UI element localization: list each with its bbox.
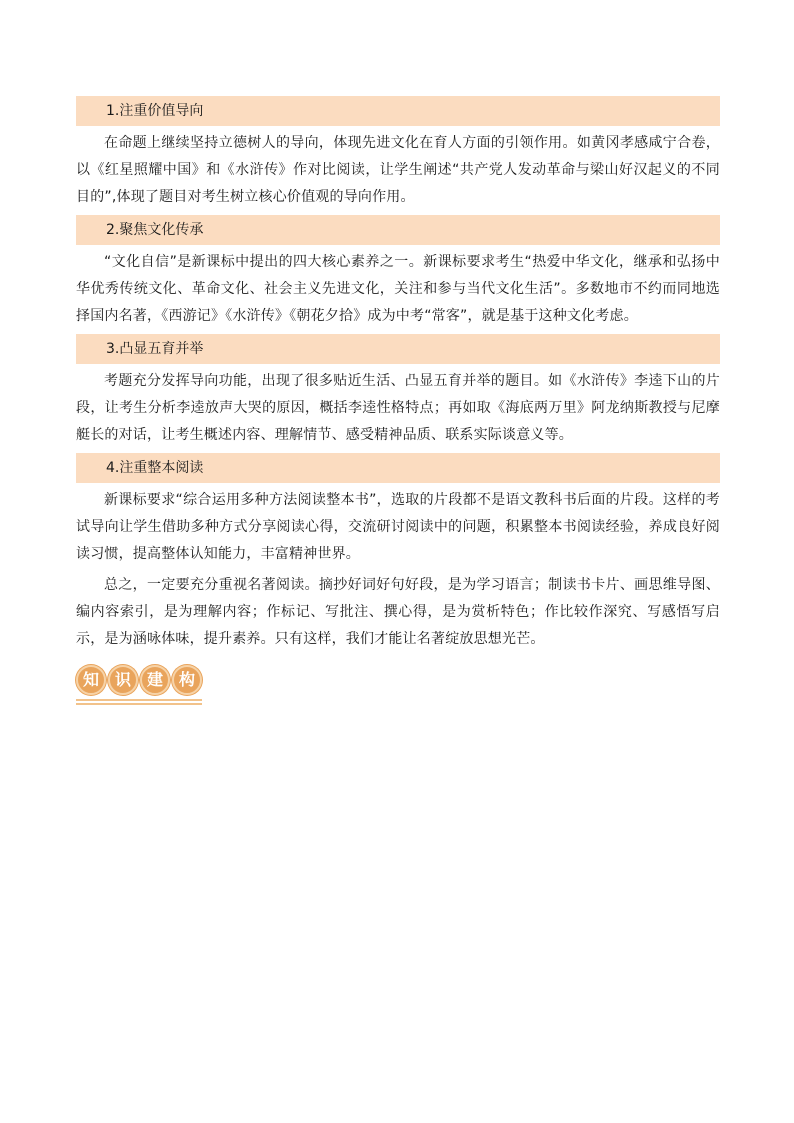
section-paragraph: 新课标要求“综合运用多种方法阅读整本书”，选取的片段都不是语文教科书后面的片段。这样的考试导向让学生借助多种方式分享阅读心得，交流研讨阅读中的问题，积累整本书阅读经验，养成良好阅读习惯，提高整体认知能力，丰富精神世界。 xyxy=(76,492,720,562)
badge-chars xyxy=(76,665,202,695)
section-whole-book-reading xyxy=(76,453,720,653)
section-cultural-heritage xyxy=(76,215,720,330)
section-paragraph: 在命题上继续坚持立德树人的导向，体现先进文化在育人方面的引领作用。如黄冈孝感咸宁合卷，以《红星照耀中国》和《水浒传》作对比阅读，让学生阐述“共产党人发动革命与梁山好汉起义的不同目的”,体现了题目对考生树立核心价值观的导向作用。 xyxy=(76,135,720,205)
section-paragraph: 考题充分发挥导向功能，出现了很多贴近生活、凸显五育并举的题目。如《水浒传》李逵下山的片段，让考生分析李逵放声大哭的原因，概括李逵性格特点；再如取《海底两万里》阿龙纳斯教授与尼摩艇长的对话，让考生概述内容、理解情节、感受精神品质、联系实际谈意义等。 xyxy=(76,373,720,443)
section-heading: 4.注重整本阅读 xyxy=(76,453,720,483)
badge-underline-decoration xyxy=(76,699,202,705)
badge-char: 建 xyxy=(140,665,170,695)
badge-char: 构 xyxy=(172,665,202,695)
badge-char: 知 xyxy=(76,665,106,695)
section-heading: 1.注重价值导向 xyxy=(76,96,720,126)
section-paragraph: “文化自信”是新课标中提出的四大核心素养之一。新课标要求考生“热爱中华文化，继承和弘扬中华优秀传统文化、革命文化、社会主义先进文化，关注和参与当代文化生活”。多数地市不约而同地选择国内名著，《西游记》《水浒传》《朝花夕拾》成为中考“常客”，就是基于这种文化考虑。 xyxy=(76,254,720,324)
document-body xyxy=(76,96,720,705)
knowledge-construction-badge xyxy=(76,665,720,705)
section-value-orientation xyxy=(76,96,720,211)
section-five-education xyxy=(76,334,720,449)
section-heading: 3.凸显五育并举 xyxy=(76,334,720,364)
badge-char: 识 xyxy=(108,665,138,695)
summary-paragraph: 总之，一定要充分重视名著阅读。摘抄好词好句好段，是为学习语言；制读书卡片、画思维导图、编内容索引，是为理解内容；作标记、写批注、撰心得，是为赏析特色；作比较作深究、写感悟写启示，是为涵咏体味，提升素养。只有这样，我们才能让名著绽放思想光芒。 xyxy=(76,577,720,647)
section-heading: 2.聚焦文化传承 xyxy=(76,215,720,245)
